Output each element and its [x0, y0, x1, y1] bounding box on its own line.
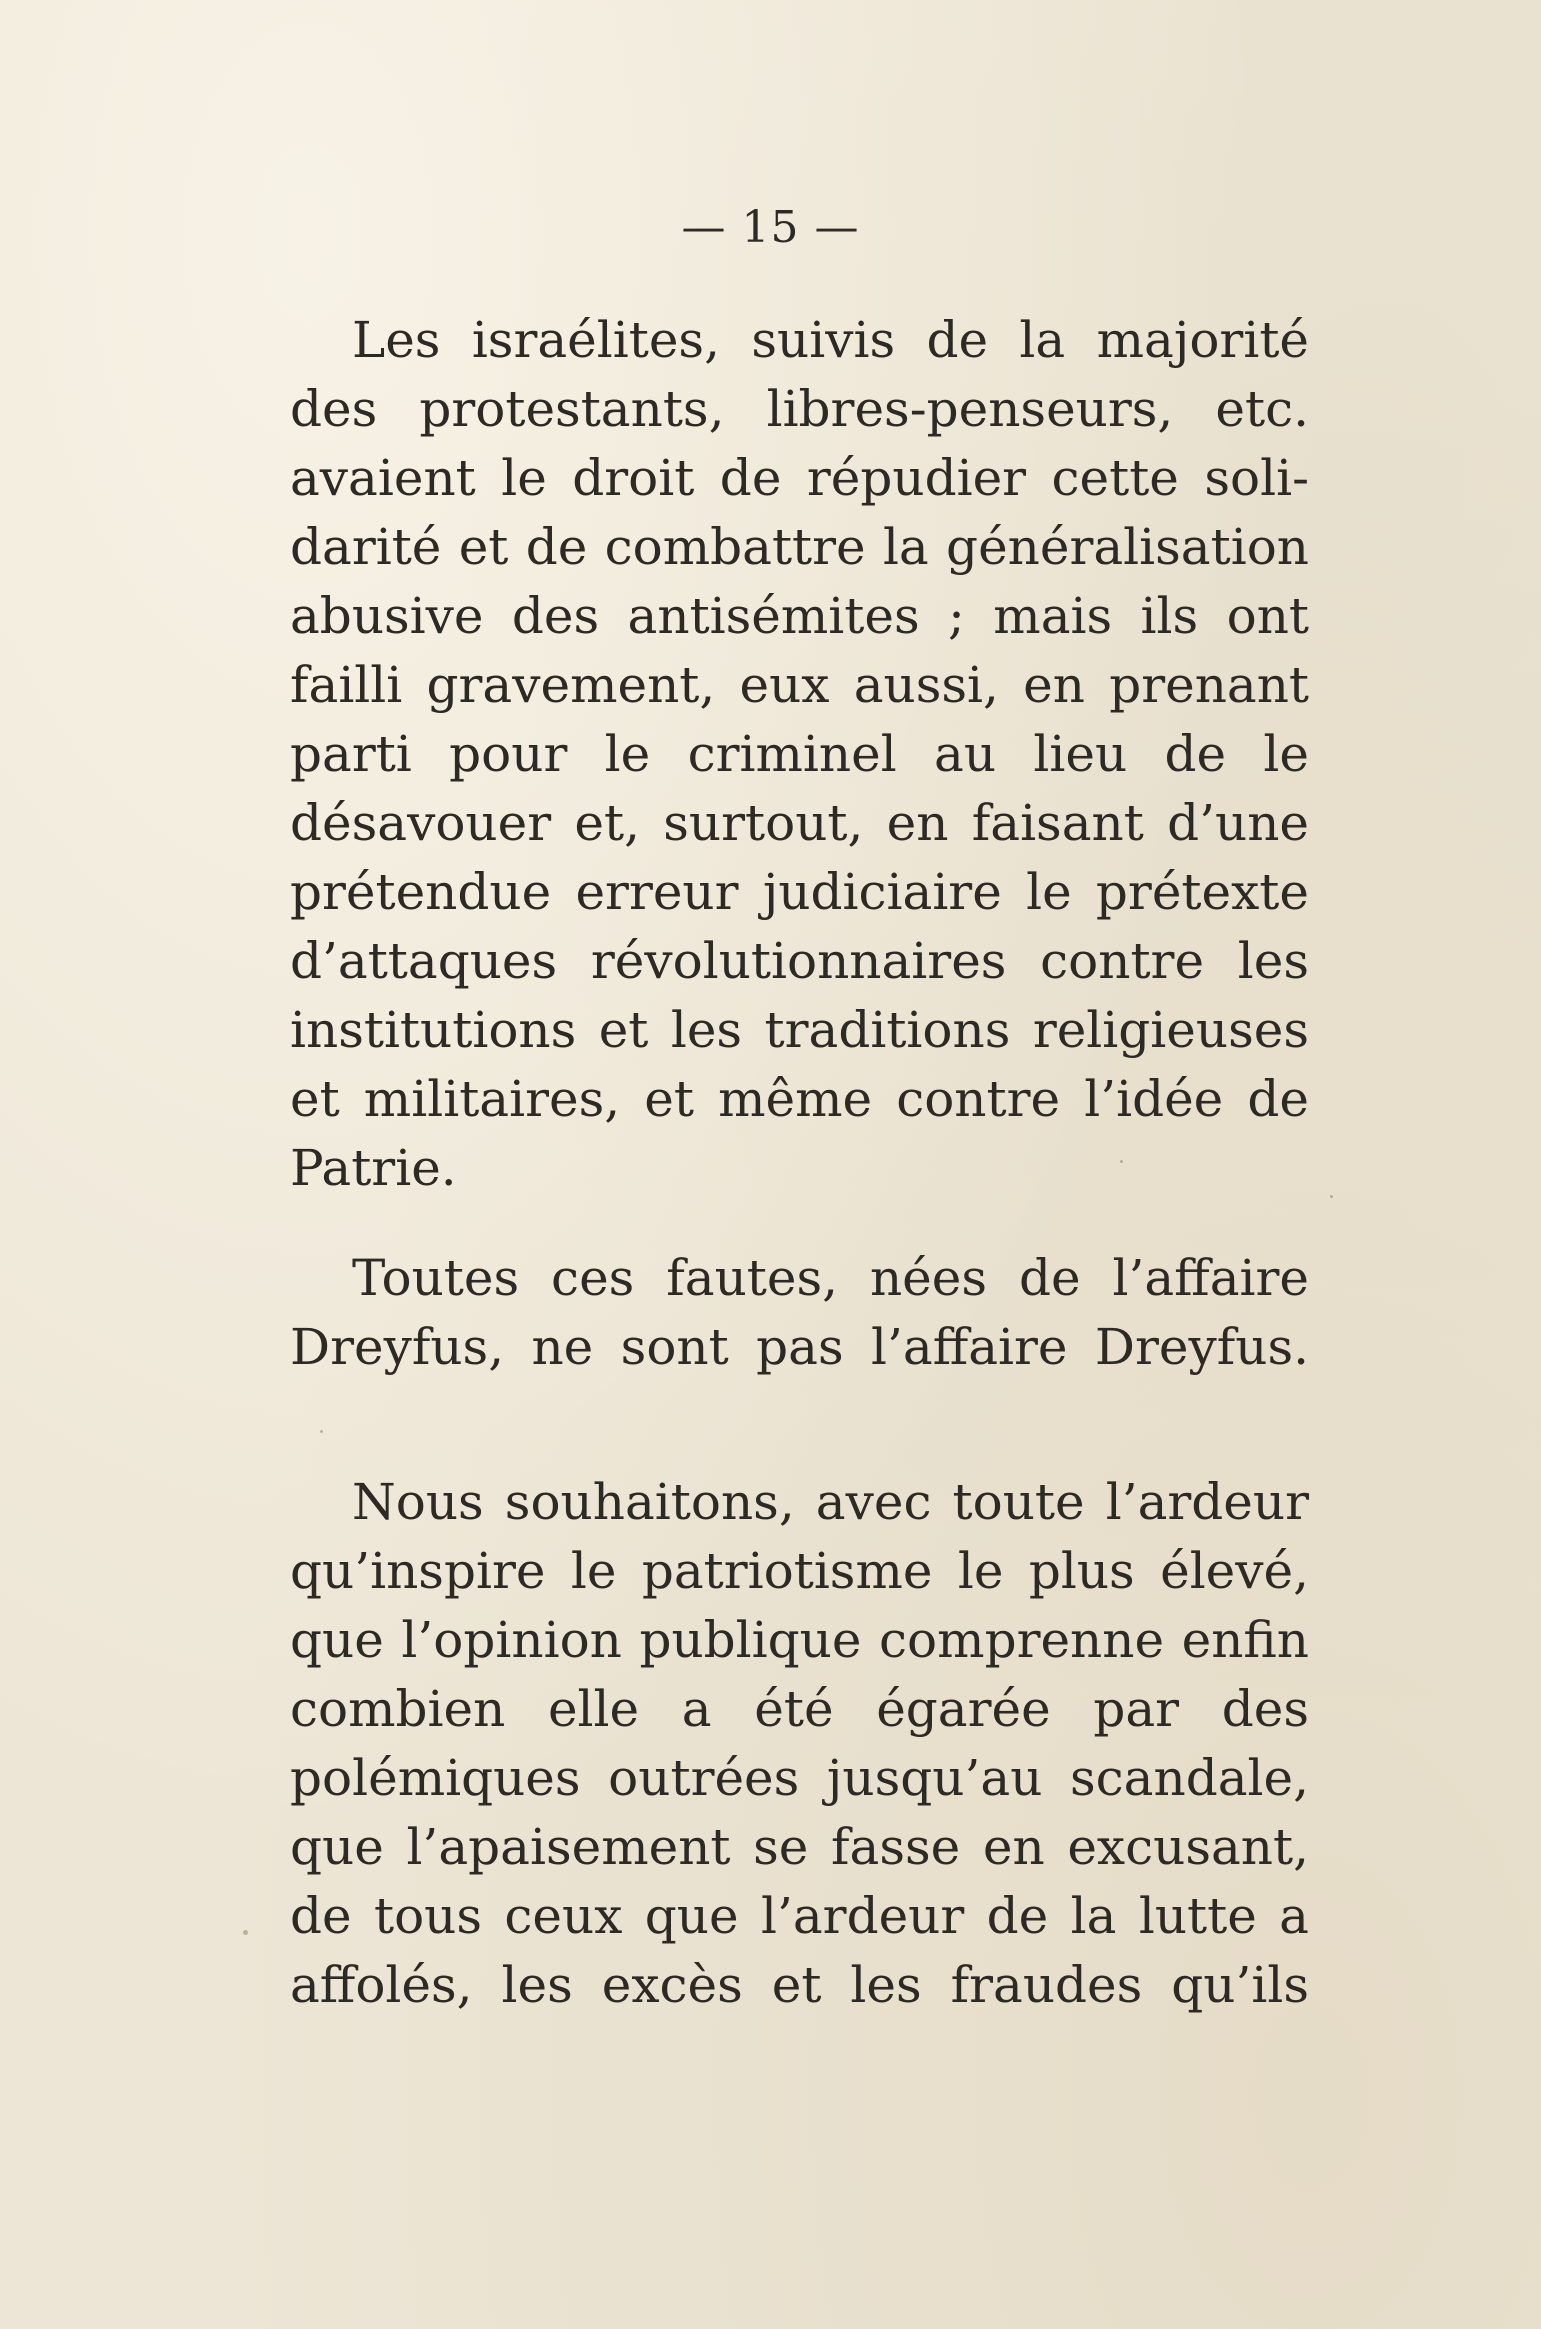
text-line: Les israélites, suivis de la majorité — [352, 311, 1309, 369]
text-line: prétendue erreur judiciaire le prétexte — [290, 863, 1309, 921]
paper-speck — [320, 1430, 323, 1433]
text-line: Nous souhaitons, avec toute l’ardeur — [352, 1473, 1309, 1531]
paragraph-3 — [290, 1468, 1309, 2020]
text-line: Patrie. — [290, 1139, 457, 1197]
text-line: Dreyfus, ne sont pas l’affaire Dreyfus. — [290, 1318, 1309, 1376]
text-line: polémiques outrées jusqu’au scandale, — [290, 1749, 1309, 1807]
text-line: désavouer et, surtout, en faisant d’une — [290, 794, 1309, 852]
page-number: — 15 — — [681, 202, 860, 253]
paper-speck — [243, 1930, 248, 1935]
text-line: combien elle a été égarée par des — [290, 1680, 1309, 1738]
paper-speck — [1330, 1195, 1333, 1198]
text-line: et militaires, et même contre l’idée de — [290, 1070, 1309, 1128]
text-line: avaient le droit de répudier cette soli- — [290, 449, 1309, 507]
text-line: d’attaques révolutionnaires contre les — [290, 932, 1309, 990]
text-line: que l’opinion publique comprenne enfin — [290, 1611, 1309, 1669]
text-line: Toutes ces fautes, nées de l’affaire — [352, 1249, 1309, 1307]
text-line: affolés, les excès et les fraudes qu’ils — [290, 1956, 1309, 2014]
text-line: que l’apaisement se fasse en excusant, — [290, 1818, 1309, 1876]
text-line: abusive des antisémites ; mais ils ont — [290, 587, 1309, 645]
text-line: de tous ceux que l’ardeur de la lutte a — [290, 1887, 1309, 1945]
text-line: darité et de combattre la généralisation — [290, 518, 1309, 576]
paragraph-2 — [290, 1244, 1309, 1382]
text-line: parti pour le criminel au lieu de le — [290, 725, 1309, 783]
text-line: des protestants, libres-penseurs, etc. — [290, 380, 1309, 438]
text-line: qu’inspire le patriotisme le plus élevé, — [290, 1542, 1309, 1600]
text-line: institutions et les traditions religieuses — [290, 1001, 1309, 1059]
text-line: failli gravement, eux aussi, en prenant — [290, 656, 1309, 714]
paragraph-1 — [290, 306, 1309, 1203]
